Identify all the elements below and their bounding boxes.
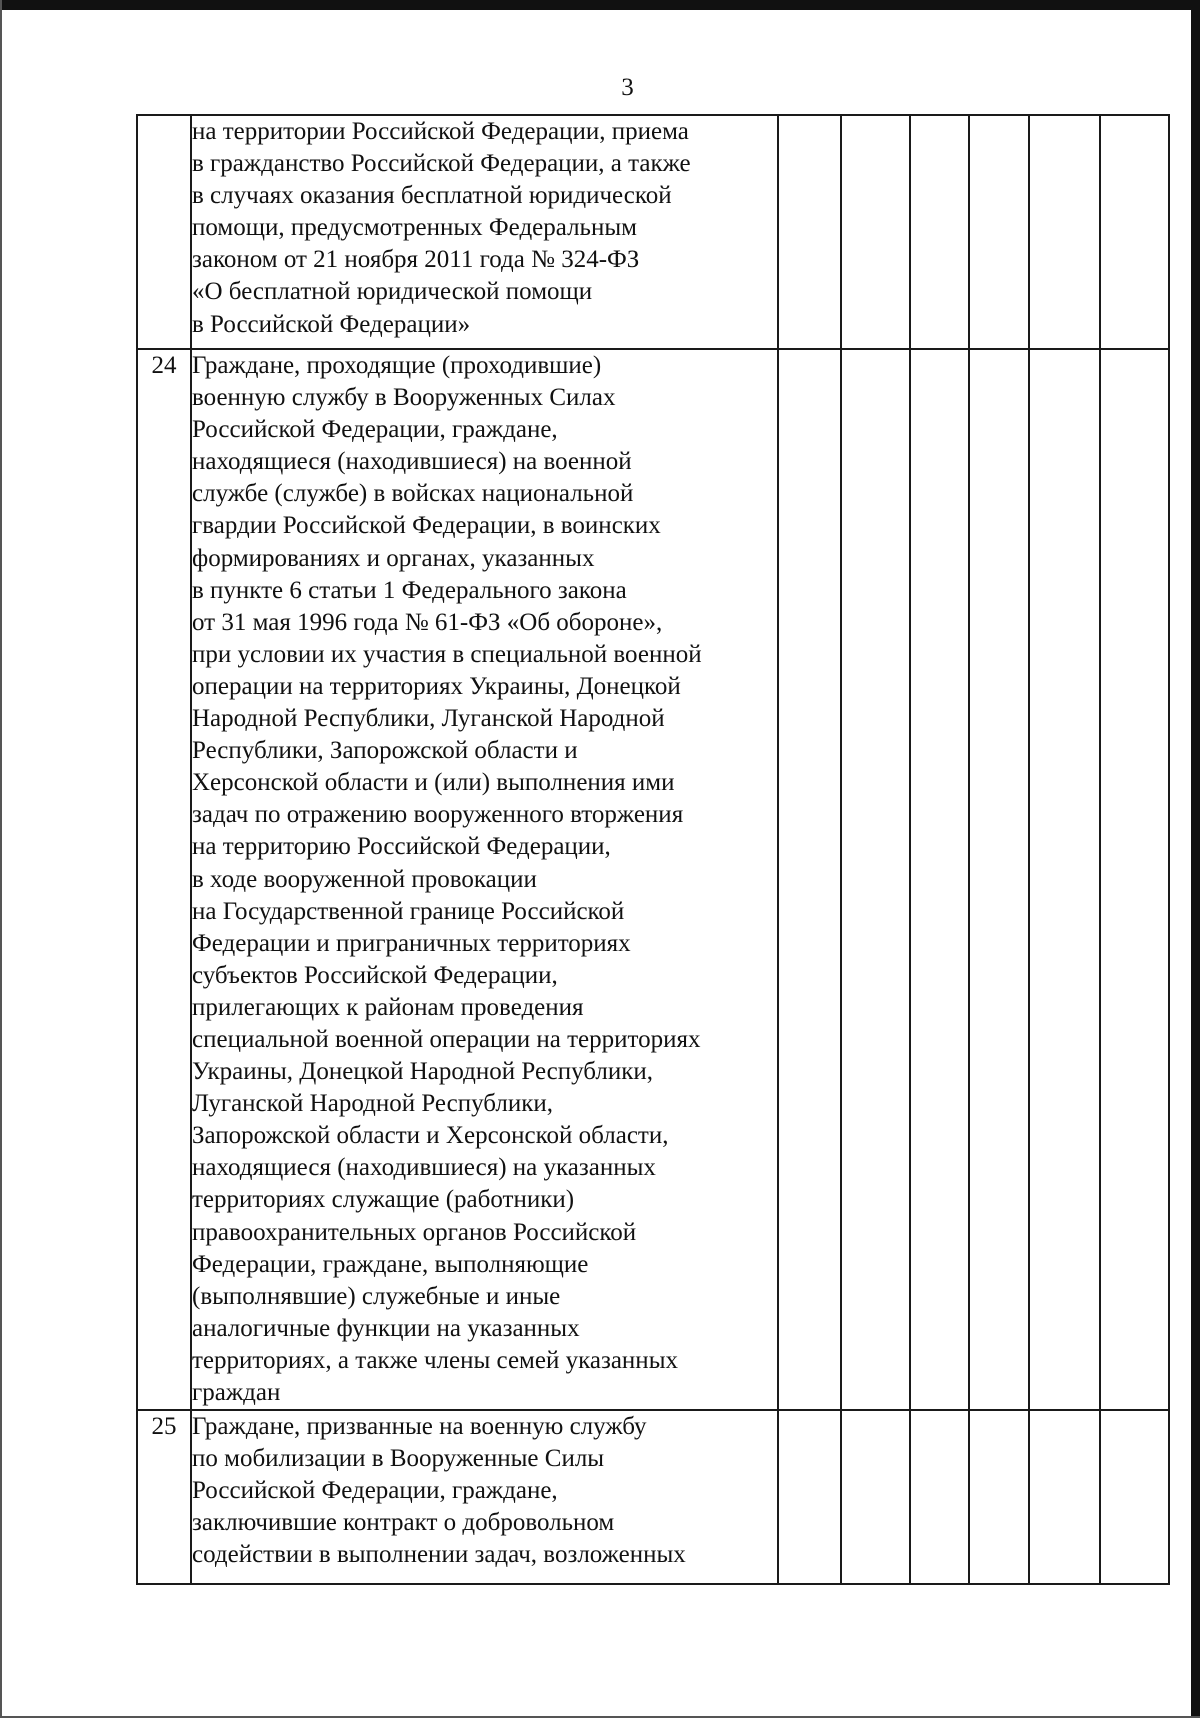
empty-cell-col-7 (1029, 349, 1100, 1410)
text-line: специальной военной операции на территориях (192, 1025, 701, 1053)
text-line: аналогичные функции на указанных (192, 1314, 580, 1342)
text-line: Российской Федерации, граждане, (192, 1477, 558, 1505)
text-line: операции на территориях Украины, Донецкой (192, 672, 681, 700)
category-description-cell (191, 349, 778, 1410)
text-line: на Государственной границе Российской (192, 897, 625, 925)
text-line: Народной Республики, Луганской Народной (192, 705, 665, 733)
text-line: Украины, Донецкой Народной Республики, (192, 1058, 654, 1086)
table-row (137, 1410, 1169, 1584)
page-number: 3 (621, 74, 634, 101)
text-line: (выполнявшие) служебные и иные (192, 1282, 561, 1310)
empty-cell-col-4 (841, 1410, 910, 1584)
text-line: Граждане, проходящие (проходившие) (192, 352, 602, 379)
table-row (137, 115, 1169, 349)
document-table (136, 114, 1170, 1585)
text-line: в пункте 6 статьи 1 Федерального закона (192, 576, 627, 604)
empty-cell-col-6 (969, 1410, 1029, 1584)
text-line: «О бесплатной юридической помощи (192, 278, 593, 306)
category-description-cell (191, 115, 778, 349)
text-line: от 31 мая 1996 года № 61-ФЗ «Об обороне», (192, 608, 663, 636)
text-line: Федерации и приграничных территориях (192, 929, 631, 957)
text-line: территориях служащие (работники) (192, 1186, 575, 1214)
empty-cell-col-4 (841, 349, 910, 1410)
text-line: прилегающих к районам проведения (192, 993, 584, 1021)
empty-cell-col-8 (1100, 1410, 1169, 1584)
text-line: Луганской Народной Республики, (192, 1090, 553, 1118)
text-line: законом от 21 ноября 2011 года № 324-ФЗ (192, 246, 640, 274)
text-line: военную службу в Вооруженных Силах (192, 384, 616, 412)
row-number-cell (137, 115, 191, 349)
text-line: службе (службе) в войсках национальной (192, 480, 634, 508)
text-line: в гражданство Российской Федерации, а также (192, 150, 691, 178)
text-line: граждан (192, 1379, 281, 1406)
row-number-cell: 24 (137, 349, 191, 1410)
text-line: заключившие контракт о добровольном (192, 1509, 615, 1537)
category-description-cell (191, 1410, 778, 1584)
text-line: находящиеся (находившиеся) на указанных (192, 1154, 656, 1182)
text-line: Граждане, призванные на военную службу (192, 1413, 647, 1441)
scan-left-edge (0, 0, 2, 1718)
text-line: Республики, Запорожской области и (192, 737, 578, 765)
row-number-cell: 25 (137, 1410, 191, 1584)
empty-cell-col-6 (969, 115, 1029, 349)
text-line: в случаях оказания бесплатной юридической (192, 182, 672, 210)
scan-right-edge (1191, 0, 1200, 1718)
empty-cell-col-4 (841, 115, 910, 349)
text-line: при условии их участия в специальной военной (192, 640, 702, 668)
empty-cell-col-3 (778, 1410, 841, 1584)
text-line: помощи, предусмотренных Федеральным (192, 214, 637, 242)
text-line: в Российской Федерации» (192, 310, 471, 338)
table-body (137, 115, 1169, 1584)
empty-cell-col-6 (969, 349, 1029, 1410)
scan-top-edge (0, 0, 1200, 10)
empty-cell-col-8 (1100, 349, 1169, 1410)
text-line: Херсонской области и (или) выполнения ими (192, 769, 675, 797)
text-line: находящиеся (находившиеся) на военной (192, 448, 632, 476)
text-line: правоохранительных органов Российской (192, 1218, 637, 1246)
text-line: в ходе вооруженной провокации (192, 865, 537, 893)
text-line: задач по отражению вооруженного вторжения (192, 801, 684, 829)
text-line: содействии в выполнении задач, возложенных (192, 1541, 686, 1569)
empty-cell-col-3 (778, 349, 841, 1410)
text-line: территориях, а также члены семей указанных (192, 1346, 678, 1374)
text-line: субъектов Российской Федерации, (192, 961, 558, 989)
text-line: Российской Федерации, граждане, (192, 416, 558, 444)
table-row (137, 349, 1169, 1410)
text-line: формированиях и органах, указанных (192, 544, 595, 572)
text-line: Запорожской области и Херсонской области, (192, 1122, 669, 1150)
text-line: на территорию Российской Федерации, (192, 833, 611, 861)
text-line: гвардии Российской Федерации, в воинских (192, 512, 661, 540)
text-line: на территории Российской Федерации, приема (192, 118, 689, 145)
empty-cell-col-5 (910, 349, 969, 1410)
empty-cell-col-3 (778, 115, 841, 349)
empty-cell-col-5 (910, 115, 969, 349)
empty-cell-col-8 (1100, 115, 1169, 349)
text-line: по мобилизации в Вооруженные Силы (192, 1445, 605, 1473)
empty-cell-col-7 (1029, 1410, 1100, 1584)
empty-cell-col-7 (1029, 115, 1100, 349)
text-line: Федерации, граждане, выполняющие (192, 1250, 589, 1278)
empty-cell-col-5 (910, 1410, 969, 1584)
